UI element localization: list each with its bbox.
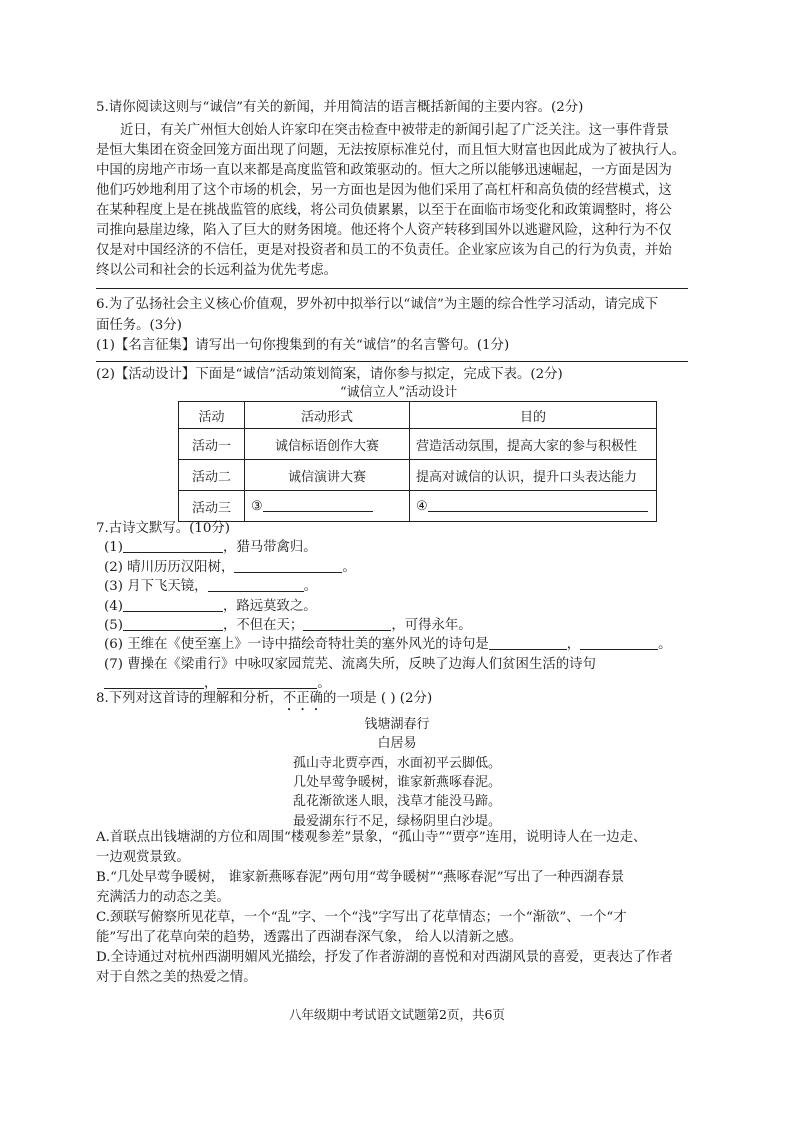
table-row (179, 429, 657, 460)
answer-blank[interactable] (123, 540, 223, 553)
answer-blank[interactable] (263, 499, 373, 512)
q6-sub1: (1)【名言征集】请写出一句你搜集到的有关“诚信”的名言警句。(1分) (96, 338, 510, 353)
table-cell: 活动三 (179, 491, 245, 522)
option-a-cont: 一边观赏景致。 (96, 850, 190, 865)
table-cell: 诚信标语创作大赛 (245, 429, 410, 460)
option-c[interactable]: C.颈联写俯察所见花草，一个“乱”字、一个“浅”字写出了花草情态；一个“渐欲”、一个“才 (96, 910, 627, 925)
answer-blank[interactable] (123, 618, 223, 631)
emphasis-text: 不正确 (282, 691, 324, 706)
q5-text-line: 中国的房地产市场一直以来都是高度监管和政策驱动的。恒大之所以能够迅速崛起，一方面是因为 (96, 163, 672, 178)
q5-text-line: 终以公司和社会的长远利益为优先考虑。 (96, 263, 338, 278)
table-row (179, 491, 657, 522)
page-footer: 八年级期中考试语文试题第2页，共6页 (289, 1007, 505, 1022)
option-b-cont: 充满活力的动态之美。 (96, 890, 230, 905)
table-cell: 提高对诚信的认识，提升口头表达能力 (410, 460, 657, 491)
q7-item-4: (4) ，路远莫致之。 (104, 599, 317, 614)
answer-blank[interactable] (303, 618, 391, 631)
table-cell: 诚信演讲大赛 (245, 460, 410, 491)
q5-title: 5.请你阅读这则与“诚信”有关的新闻，并用简洁的语言概括新闻的主要内容。(2分) (96, 100, 584, 115)
q7-item-2: (2) 晴川历历汉阳树， 。 (104, 560, 356, 575)
table-header-row (179, 402, 657, 429)
poem-author: 白居易 (377, 736, 417, 751)
table-header: 目的 (410, 402, 657, 429)
table-row (179, 460, 657, 491)
option-c-cont: 能”写出了花草向荣的趋势，透露出了西湖春深气象， 给人以清新之感。 (96, 930, 523, 945)
answer-blank[interactable] (123, 599, 223, 612)
poem-title: 钱塘湖春行 (364, 717, 430, 732)
table-cell: 营造活动氛围，提高大家的参与积极性 (410, 429, 657, 460)
answer-cell-3[interactable] (245, 491, 410, 522)
q6-sub2: (2)【活动设计】下面是“诚信”活动策划简案，请你参与拟定，完成下表。(2分) (96, 367, 563, 382)
table-title: “诚信立人”活动设计 (340, 385, 458, 400)
circled-4-marker: ④ (416, 498, 428, 514)
q6-title-cont: 面任务。(3分) (96, 318, 182, 333)
q7-item-1: (1) ，猎马带禽归。 (104, 540, 317, 555)
q8-title: 8.下列对这首诗的理解和分析，不正确的一项是 ( ) (2分) (96, 691, 433, 706)
q5-text-line: 是恒大集团在资金回笼方面出现了问题，无法按原标准兑付，而且恒大财富也因此成为了被执行人。 (96, 143, 686, 158)
q5-text-line: 仅是对中国经济的不信任，更是对投资者和员工的不负责任。企业家应该为自己的行为负责，并始 (96, 243, 672, 258)
poem-line: 乱花渐欲迷人眼，浅草才能没马蹄。 (292, 794, 501, 809)
q5-text-line: 近日，有关广州恒大创始人许家印在突击检查中被带走的新闻引起了广泛关注。这一事件背景 (120, 123, 670, 138)
poem-line: 孤山寺北贾亭西，水面初平云脚低。 (292, 756, 501, 771)
q5-text-line: 他们巧妙地利用了这个市场的机会，另一方面也是因为他们采用了高杠杆和高负债的经营模式，这 (96, 183, 672, 198)
answer-blank[interactable] (217, 676, 317, 689)
table-header: 活动 (179, 402, 245, 429)
q5-answer-line[interactable] (96, 288, 688, 289)
q5-text-line: 司推向悬崖边缘，陷入了巨大的财务困境。他还将个人资产转移到国外以逃避风险，这种行为不仅 (96, 223, 672, 238)
answer-blank[interactable] (208, 579, 304, 592)
option-d-cont: 对于自然之美的热爱之情。 (96, 970, 257, 985)
poem-line: 几处早莺争暖树，谁家新燕啄春泥。 (292, 775, 501, 790)
q6-title: 6.为了弘扬社会主义核心价值观，罗外初中拟举行以“诚信”为主题的综合性学习活动，请完成下 (96, 297, 659, 312)
q5-text-line: 在某种程度上是在挑战监管的底线，将公司负债累累，以至于在面临市场变化和政策调整时，将公 (96, 203, 672, 218)
q7-item-6: (6) 王维在《使至塞上》一诗中描绘奇特壮美的塞外风光的诗句是 ， 。 (104, 637, 672, 652)
option-d[interactable]: D.全诗通过对杭州西湖明媚风光描绘，抒发了作者游湖的喜悦和对西湖风景的喜爱，更表达了作者 (96, 950, 673, 965)
table-header: 活动形式 (245, 402, 410, 429)
q7-item-7-answer: ， 。 (104, 676, 331, 692)
q7-item-3: (3) 月下飞天镜， 。 (104, 579, 317, 594)
option-b[interactable]: B.“几处早莺争暖树， 谁家新燕啄春泥”两句用“莺争暖树”“燕啄春泥”写出了一种西湖春景 (96, 870, 625, 885)
table-cell: 活动二 (179, 460, 245, 491)
answer-blank[interactable] (489, 637, 567, 650)
q6-sub1-answer-line[interactable] (96, 361, 688, 362)
q7-title: 7.古诗文默写。(10分) (96, 521, 230, 536)
table-cell: 活动一 (179, 429, 245, 460)
option-a[interactable]: A.首联点出钱塘湖的方位和周围“楼观参差”景象，“孤山寺”“贾亭”连用，说明诗人在一边走、 (96, 830, 647, 845)
q7-item-5: (5) ，不但在天； ，可得永年。 (104, 618, 472, 633)
activity-table (178, 401, 657, 522)
poem-line: 最爱湖东行不足，绿杨阴里白沙堤。 (292, 814, 501, 829)
answer-blank[interactable] (234, 560, 342, 573)
answer-cell-4[interactable] (410, 491, 657, 522)
answer-blank[interactable] (104, 676, 204, 689)
answer-blank[interactable] (428, 499, 648, 512)
answer-blank[interactable] (580, 637, 658, 650)
q7-item-7: (7) 曹操在《梁甫行》中咏叹家园荒芜、流离失所，反映了边海人们贫困生活的诗句 (104, 657, 596, 672)
circled-3-marker: ③ (251, 498, 263, 514)
